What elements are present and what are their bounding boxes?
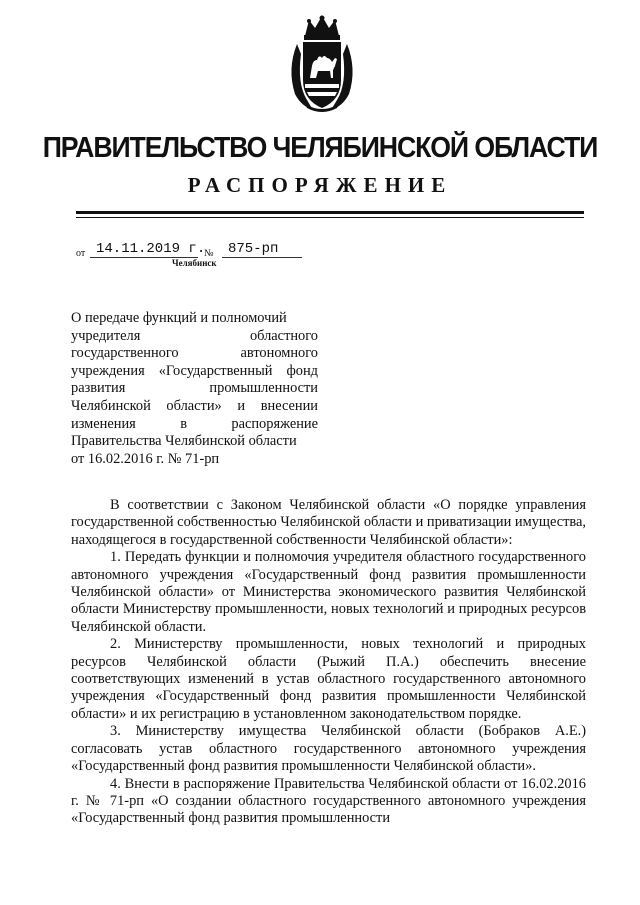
document-body — [71, 497, 586, 828]
body-paragraph: 3. Министерству имущества Челябинской области (Бобраков А.Е.) согласовать устав областного государственного автономного учреждения «Государственный фонд развития промышленности Челябинской области». — [71, 723, 586, 775]
subject-line: от 16.02.2016 г. № 71-рп — [71, 450, 220, 467]
subject-line: развития промышленности — [71, 380, 318, 397]
subject-line: Челябинской области» и внесении — [71, 397, 318, 414]
body-paragraph: 2. Министерству промышленности, новых технологий и природных ресурсов Челябинской области (Рыжий П.А.) обеспечить внесение соответствующих изменений в устав областного государственного автономного учреждения «Государственный фонд развития промышленности Челябинской области» и их регистрацию в установленном законодательством порядке. — [71, 636, 586, 722]
from-label: от — [76, 248, 86, 259]
number-label: № — [204, 248, 214, 259]
document-subject — [71, 310, 318, 468]
city-label: Челябинск — [172, 258, 217, 268]
number-underline — [222, 257, 302, 258]
subject-line: изменения в распоряжение — [71, 415, 318, 432]
subject-line: Правительства Челябинской области — [71, 433, 297, 450]
chelyabinsk-coat-of-arms-icon — [283, 14, 361, 114]
body-paragraph: 1. Передать функции и полномочия учредителя областного государственного автономного учреждения «Государственный фонд развития промышленности Челябинской области» от Министерства экономического развития Челябинской области Министерству промышленности, новых технологий и природных ресурсов Челябинской области. — [71, 549, 586, 635]
document-type: РАСПОРЯЖЕНИЕ — [187, 173, 453, 197]
subject-line: учредителя областного — [71, 327, 318, 344]
body-paragraph: 4. Внести в распоряжение Правительства Челябинской области от 16.02.2016 г. № 71-рп «О создании областного государственного автономного учреждения «Государственный фонд развития промышленности — [71, 775, 586, 827]
government-title: ПРАВИТЕЛЬСТВО ЧЕЛЯБИНСКОЙ ОБЛАСТИ — [42, 132, 598, 164]
subject-line: О передаче функций и полномочий — [71, 310, 287, 326]
document-date: 14.11.2019 г. — [96, 241, 206, 257]
subject-line: учреждения «Государственный фонд — [71, 362, 318, 379]
header-divider-thin — [76, 217, 584, 218]
header-divider-thick — [76, 211, 584, 214]
subject-line: государственного автономного — [71, 345, 318, 362]
document-number: 875-рп — [228, 241, 279, 257]
body-paragraph: В соответствии с Законом Челябинской области «О порядке управления государственной собственностью Челябинской области и приватизации имущества, находящегося в государственной собственности Челябинской области»: — [71, 497, 586, 548]
